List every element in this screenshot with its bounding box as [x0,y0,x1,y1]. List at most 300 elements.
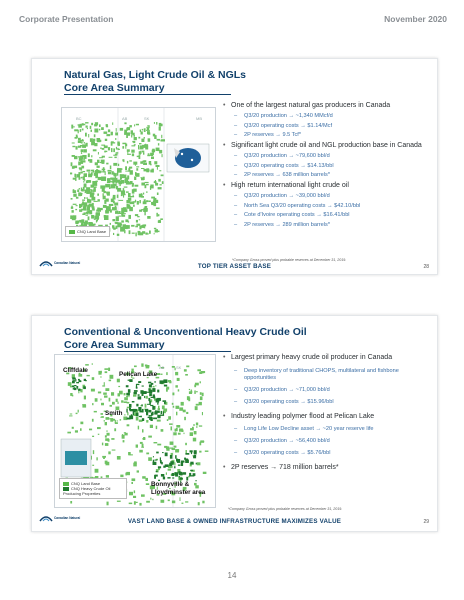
land-parcel [142,429,144,432]
land-parcel [108,170,112,172]
land-parcel [115,176,117,180]
land-parcel [156,208,160,210]
land-parcel [200,381,201,383]
land-parcel [158,214,160,216]
land-parcel [117,195,119,198]
land-parcel [99,124,101,127]
land-parcel [79,381,82,383]
land-parcel [111,148,113,152]
land-parcel [163,379,167,383]
land-parcel [92,206,95,209]
land-parcel [113,173,116,176]
land-parcel [146,396,148,399]
land-parcel [121,400,123,402]
land-parcel [106,192,109,195]
land-parcel [156,452,159,454]
land-parcel [71,162,73,166]
land-parcel [105,172,106,175]
land-parcel [120,419,122,421]
land-parcel [151,413,153,416]
label-bonnyville: Bonnyville & Lloydminster area [151,481,206,496]
land-parcel [161,462,163,465]
label-smith: Smith [105,410,123,417]
land-parcel [82,123,84,125]
land-parcel [135,233,136,237]
land-parcel [121,208,124,212]
land-parcel [193,438,196,442]
land-parcel [76,197,79,199]
land-parcel [135,214,138,216]
sub-bullet: – Q3/20 operating costs → $15.96/bbl [222,399,430,406]
land-parcel [160,374,162,375]
tagline: VAST LAND BASE & OWNED INFRASTRUCTURE MAXIMIZES VALUE [127,518,342,525]
land-parcel [157,411,160,413]
land-parcel [153,456,154,457]
land-parcel [143,209,146,213]
land-parcel [174,446,177,448]
land-parcel [70,501,72,504]
title-line-2: Core Area Summary [64,82,231,96]
land-parcel [87,170,91,172]
land-parcel [146,168,149,172]
land-parcel [141,363,143,366]
title-line-1: Conventional & Unconventional Heavy Crude Oil [64,326,307,338]
land-parcel [147,125,148,126]
land-parcel [156,231,160,233]
land-parcel [98,371,101,375]
land-parcel [200,441,204,442]
land-parcel [78,138,81,140]
land-parcel [99,129,100,131]
land-parcel [104,132,108,134]
land-parcel [113,184,117,186]
land-parcel [199,425,202,426]
land-parcel [88,134,89,137]
sub-bullet: – 2P reserves → 9.5 Tcf* [222,132,430,139]
land-parcel [175,372,178,375]
land-parcel [176,425,180,428]
land-parcel [113,195,116,199]
land-parcel [153,203,156,206]
land-parcel [146,412,148,416]
land-parcel [156,213,158,217]
land-parcel [126,385,129,387]
land-parcel [104,368,108,370]
land-parcel [75,430,78,432]
land-parcel [101,403,104,406]
land-parcel [92,377,95,380]
land-parcel [108,147,110,150]
land-parcel [186,366,189,368]
land-parcel [122,146,124,149]
land-parcel [132,154,134,157]
province-bc: BC [76,116,82,121]
land-parcel [105,151,108,152]
land-parcel [133,162,137,165]
land-parcel [84,142,85,144]
land-parcel [148,436,152,438]
land-parcel [81,209,84,211]
land-parcel [126,393,130,396]
land-parcel [141,168,144,169]
land-parcel [106,430,107,431]
land-parcel [98,392,101,394]
land-parcel [168,416,171,420]
footnote: *Company Gross proved plus probable reserves at December 31, 2019. [228,507,343,511]
land-parcel [132,189,135,193]
land-parcel [115,138,116,140]
land-parcel [113,163,117,166]
land-parcel [109,157,113,158]
legend-swatch [69,230,75,234]
land-parcel [190,432,193,436]
land-parcel [90,193,94,198]
land-parcel [92,419,94,422]
land-parcel [141,494,145,496]
land-parcel [149,417,152,420]
land-parcel [94,143,97,146]
slide-page-number: 28 [423,264,429,270]
land-parcel [141,139,144,142]
land-parcel [72,166,75,169]
land-parcel [130,196,134,197]
land-parcel [153,462,157,465]
land-parcel [124,432,126,433]
land-parcel [119,183,120,186]
land-parcel [116,211,118,214]
land-parcel [75,222,77,224]
land-parcel [142,231,145,234]
land-parcel [182,472,186,475]
land-parcel [84,212,88,213]
land-parcel [126,200,130,203]
land-parcel [83,176,85,180]
land-parcel [179,429,183,432]
gas-map [61,107,216,242]
land-parcel [133,142,135,143]
land-parcel [168,380,171,382]
land-parcel [87,128,88,129]
land-parcel [145,404,147,408]
land-parcel [139,226,141,230]
land-parcel [109,181,114,182]
land-parcel [102,443,103,446]
land-parcel [79,205,81,208]
land-parcel [147,155,150,157]
land-parcel [67,432,71,434]
land-parcel [185,460,189,464]
land-parcel [104,215,109,220]
land-parcel [147,216,150,219]
land-parcel [129,408,131,411]
land-parcel [90,174,93,177]
land-parcel [191,452,192,454]
land-parcel [134,135,135,137]
land-parcel [160,218,163,220]
land-parcel [96,457,97,460]
land-parcel [92,363,93,365]
land-parcel [100,148,102,149]
land-parcel [124,187,128,188]
land-parcel [166,388,168,392]
land-parcel [146,184,149,186]
land-parcel [91,123,93,125]
legend-label: CNQ Land Base [77,229,107,234]
land-parcel [105,388,109,391]
land-parcel [147,127,149,130]
land-parcel [111,392,114,396]
land-parcel [131,134,132,137]
land-parcel [94,411,97,413]
land-parcel [88,222,89,225]
land-parcel [106,134,110,136]
land-parcel [114,428,116,431]
land-parcel [81,152,82,154]
land-parcel [158,179,161,182]
land-parcel [158,220,161,223]
land-parcel [90,159,93,163]
land-parcel [156,426,158,429]
land-parcel [170,442,174,445]
land-parcel [118,200,123,201]
land-parcel [133,496,136,498]
land-parcel [139,219,140,220]
land-parcel [100,417,103,418]
land-parcel [126,396,128,397]
land-parcel [91,389,95,392]
land-parcel [138,137,140,139]
land-parcel [161,429,164,432]
land-parcel [123,440,125,442]
land-parcel [190,470,193,471]
land-parcel [197,462,201,465]
land-parcel [75,137,78,139]
land-parcel [116,186,118,189]
title-line-1: Natural Gas, Light Crude Oil & NGLs [64,69,247,81]
land-parcel [147,404,150,405]
land-parcel [94,187,96,192]
land-parcel [199,451,201,453]
land-parcel [196,463,197,465]
land-parcel [104,189,105,194]
land-parcel [171,453,173,455]
land-parcel [130,170,133,175]
land-parcel [174,466,175,468]
land-parcel [146,420,148,423]
land-parcel [200,396,203,400]
land-parcel [148,410,151,413]
land-parcel [126,472,130,475]
land-parcel [128,221,129,222]
land-parcel [74,129,78,131]
land-parcel [154,442,158,443]
land-parcel [73,190,77,193]
land-parcel [186,477,188,481]
land-parcel [97,427,101,429]
land-parcel [148,457,152,461]
land-parcel [92,181,97,186]
land-parcel [172,403,174,405]
land-parcel [73,194,76,197]
land-parcel [105,422,107,425]
province-sk: SK [144,116,150,121]
land-parcel [127,149,130,152]
land-parcel [79,167,82,169]
land-parcel [137,470,139,472]
land-parcel [76,382,79,383]
land-parcel [195,406,198,410]
land-parcel [152,499,153,500]
sub-bullet: – Q3/20 production → ~79,600 bbl/d [222,153,430,160]
land-parcel [153,394,155,397]
land-parcel [148,382,151,384]
sub-bullet: – 2P reserves → 638 million barrels* [222,172,430,179]
land-parcel [101,413,104,415]
land-parcel [117,379,120,383]
land-parcel [200,442,202,446]
land-parcel [131,414,132,418]
land-parcel [164,446,167,448]
land-parcel [94,134,96,137]
land-parcel [101,177,106,182]
land-parcel [144,137,145,139]
land-parcel [161,124,163,127]
land-parcel [133,205,135,207]
land-parcel [152,406,155,410]
land-parcel [102,160,105,164]
land-parcel [145,182,149,183]
land-parcel [189,391,192,394]
land-parcel [145,233,147,235]
land-parcel [176,428,178,431]
land-parcel [157,139,161,141]
land-parcel [127,175,129,179]
land-parcel [131,225,134,227]
land-parcel [146,453,149,455]
land-parcel [149,384,152,387]
land-parcel [102,156,105,158]
land-parcel [148,153,150,155]
land-parcel [175,385,178,387]
land-parcel [101,127,104,130]
land-parcel [147,131,150,134]
land-parcel [155,410,157,412]
land-parcel [110,166,112,170]
land-parcel [190,462,193,465]
land-parcel [85,133,87,137]
land-parcel [149,231,151,234]
land-parcel [151,197,155,199]
land-parcel [181,402,184,406]
land-parcel [80,140,84,142]
land-parcel [74,385,76,386]
land-parcel [116,128,117,132]
land-parcel [161,140,163,142]
land-parcel [163,409,167,412]
sub-bullet: – North Sea Q3/20 operating costs → $42.10/bbl [222,203,430,210]
land-parcel [95,122,98,125]
bullet: • One of the largest natural gas producers in Canada [222,102,430,111]
land-parcel [188,397,190,401]
land-parcel [136,166,139,167]
land-parcel [135,185,139,187]
land-parcel [181,462,183,466]
land-parcel [161,175,164,177]
land-parcel [143,193,144,195]
land-parcel [198,502,200,505]
land-parcel [194,385,196,388]
land-parcel [134,366,137,368]
land-parcel [120,128,123,131]
land-parcel [134,390,138,392]
land-parcel [131,150,134,153]
land-parcel [97,138,101,141]
land-parcel [92,465,94,466]
land-parcel [158,406,160,409]
land-parcel [72,146,75,147]
sub-bullet: – Q3/20 production → ~56,400 bbl/d [222,438,430,445]
land-parcel [80,389,82,392]
land-parcel [205,451,209,452]
land-parcel [121,180,125,184]
land-parcel [117,456,121,460]
land-parcel [93,450,94,454]
land-parcel [91,215,94,219]
bullet: • Largest primary heavy crude oil producer in Canada [222,354,430,363]
land-parcel [202,412,203,415]
land-parcel [138,145,139,149]
land-parcel [70,173,72,175]
sub-bullet: – Q3/20 operating costs → $1.14/Mcf [222,123,430,130]
land-parcel [95,398,98,402]
land-parcel [95,173,98,178]
land-parcel [97,160,100,163]
land-parcel [81,169,82,171]
sub-bullet: – Deep inventory of traditional CHOPS, multilateral and fishbone opportunities [222,368,430,382]
land-parcel [143,153,144,155]
land-parcel [171,426,173,430]
land-parcel [125,144,127,147]
land-parcel [84,396,86,400]
land-parcel [94,129,98,133]
land-parcel [102,385,105,386]
land-parcel [142,409,144,413]
land-parcel [131,130,133,134]
land-parcel [142,129,144,131]
land-parcel [74,378,76,380]
land-parcel [121,195,123,197]
land-parcel [78,124,82,127]
land-parcel [194,452,197,455]
land-parcel [104,420,105,421]
land-parcel [136,417,139,421]
land-parcel [144,212,145,216]
land-parcel [91,155,92,157]
land-parcel [103,167,105,171]
land-parcel [111,142,113,146]
land-parcel [157,193,159,196]
province-ab: AB [122,116,128,121]
land-parcel [112,207,117,210]
land-parcel [169,423,173,425]
land-parcel [98,434,100,435]
land-parcel [81,172,83,174]
land-parcel [192,427,194,430]
map-legend [59,478,127,499]
land-parcel [112,122,113,125]
land-parcel [72,427,74,429]
land-parcel [194,431,197,434]
